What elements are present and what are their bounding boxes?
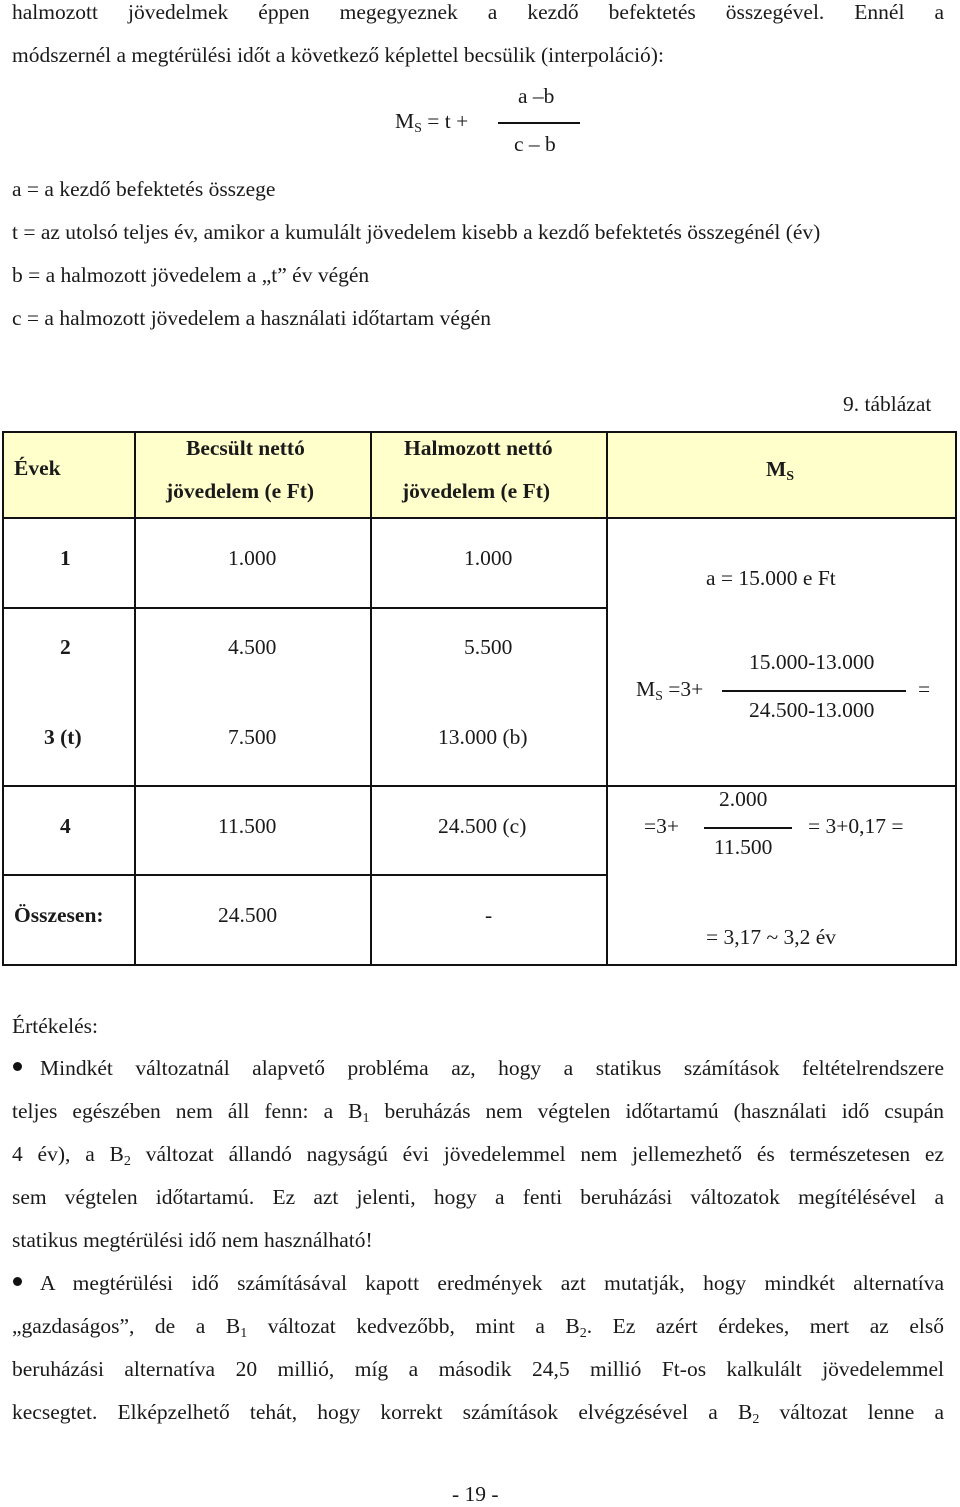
evaluation-heading: Értékelés: <box>12 1014 98 1038</box>
row3-year: 3 (t) <box>44 725 82 749</box>
row4-year: 4 <box>60 814 71 838</box>
row2-cumulative: 5.500 <box>464 635 513 659</box>
table-bottom-border <box>2 964 957 966</box>
calc-prefix2: =3+ <box>644 814 680 838</box>
bullet1-line3-a: 4 év), a B <box>12 1142 124 1166</box>
header-estimated-line2: jövedelem (e Ft) <box>166 479 315 503</box>
column-divider-3 <box>606 431 608 966</box>
table-top-border <box>2 431 957 433</box>
formula-denominator: c – b <box>514 132 556 156</box>
bullet2-line1: A megtérülési idő számításával kapott eredmények azt mutatják, hogy mindkét alternatíva <box>40 1271 944 1295</box>
header-ms <box>766 457 794 485</box>
bullet2-line3: beruházási alternatíva 20 millió, míg a második 24,5 millió Ft-os kalkulált jövedelemmel <box>12 1357 944 1381</box>
bullet1-line3 <box>12 1142 944 1170</box>
formula-lhs <box>395 109 468 137</box>
bullet1-line1: Mindkét változatnál alapvető probléma az, hogy a statikus számítások feltételrendszere <box>40 1056 944 1080</box>
row-divider-3 <box>2 874 607 876</box>
calc-frac2-line <box>704 827 792 829</box>
calc-ms-main: M <box>636 677 656 701</box>
row1-year: 1 <box>60 546 71 570</box>
bullet2-line2-sub1: 1 <box>240 1326 248 1341</box>
header-cumulative-line1: Halmozott nettó <box>404 436 553 460</box>
row3-estimated: 7.500 <box>228 725 277 749</box>
row3-cumulative: 13.000 (b) <box>438 725 528 749</box>
row4-cumulative: 24.500 (c) <box>438 814 527 838</box>
intro-line-2: módszernél a megtérülési időt a következő képlettel becsülik (interpoláció): <box>12 43 664 67</box>
bullet2-line4-a: kecsegtet. Elképzelhető tehát, hogy korrekt számítások elvégzésével a B <box>12 1400 753 1424</box>
table-header-bottom-border <box>2 517 957 519</box>
total-estimated: 24.500 <box>218 903 278 927</box>
page-number: - 19 - <box>452 1482 499 1506</box>
definition-c: c = a halmozott jövedelem a használati időtartam végén <box>12 306 491 330</box>
bullet2-line2-sub2: 2 <box>579 1326 587 1341</box>
header-years: Évek <box>14 456 61 480</box>
calc-eq2: = 3+0,17 = <box>808 814 904 838</box>
calc-frac2-denominator: 11.500 <box>714 835 773 859</box>
row4-estimated: 11.500 <box>218 814 277 838</box>
table-left-border <box>2 431 4 966</box>
header-ms-sub: S <box>786 469 795 484</box>
bullet1-line2-a: teljes egészében nem áll fenn: a B <box>12 1099 363 1123</box>
total-cumulative: - <box>485 903 493 927</box>
definition-a: a = a kezdő befektetés összege <box>12 177 276 201</box>
formula-m: M <box>395 109 415 133</box>
bullet1-line2 <box>12 1099 944 1127</box>
bullet2-line2 <box>12 1314 944 1342</box>
calc-frac1-numerator: 15.000-13.000 <box>749 650 875 674</box>
header-cumulative-line2: jövedelem (e Ft) <box>402 479 551 503</box>
definition-t: t = az utolsó teljes év, amikor a kumulált jövedelem kisebb a kezdő befektetés összegénél (év) <box>12 220 821 244</box>
definition-b: b = a halmozott jövedelem a „t” év végén <box>12 263 370 287</box>
header-ms-main: M <box>766 457 787 481</box>
bullet2-line4-b: változat lenne a <box>759 1400 944 1424</box>
calc-eq1: = <box>918 677 931 701</box>
calc-a-value: a = 15.000 e Ft <box>706 566 836 590</box>
formula-rest: = t + <box>421 109 469 133</box>
table-right-border <box>955 431 957 966</box>
table-caption: 9. táblázat <box>843 392 932 416</box>
bullet1-line3-b: változat állandó nagyságú évi jövedelemmel nem jellemezhető és természetesen ez <box>130 1142 945 1166</box>
calc-frac2-numerator: 2.000 <box>719 787 768 811</box>
total-label: Összesen: <box>14 903 104 927</box>
calc-result: = 3,17 ~ 3,2 év <box>706 925 837 949</box>
bullet-dot-2 <box>13 1277 22 1286</box>
calc-ms-sub: S <box>655 689 663 704</box>
formula-fraction-line <box>498 122 580 124</box>
calc-frac1-denominator: 24.500-13.000 <box>749 698 875 722</box>
bullet2-line4 <box>12 1400 944 1428</box>
bullet2-line2-c: . Ez azért érdekes, mert az első <box>586 1314 944 1338</box>
bullet1-line2-sub: 1 <box>362 1111 370 1126</box>
bullet1-line3-sub: 2 <box>123 1154 131 1169</box>
formula-numerator: a –b <box>518 84 555 108</box>
calc-ms <box>636 677 703 705</box>
column-divider-2 <box>370 431 372 966</box>
row2-year: 2 <box>60 635 71 659</box>
bullet-dot-1 <box>13 1062 22 1071</box>
bullet1-line4: sem végtelen időtartamú. Ez azt jelenti, hogy a fenti beruházási változatok megítélésével a <box>12 1185 944 1209</box>
calc-ms-prefix: =3+ <box>662 677 704 701</box>
bullet2-line4-sub: 2 <box>752 1412 760 1427</box>
row2-estimated: 4.500 <box>228 635 277 659</box>
row1-cumulative: 1.000 <box>464 546 513 570</box>
intro-line-1: halmozott jövedelmek éppen megegyeznek a kezdő befektetés összegével. Ennél a <box>12 0 944 24</box>
bullet1-line5: statikus megtérülési idő nem használható! <box>12 1228 373 1252</box>
bullet2-line2-a: „gazdaságos”, de a B <box>12 1314 241 1338</box>
bullet2-line2-b: változat kedvezőbb, mint a B <box>247 1314 580 1338</box>
header-estimated-line1: Becsült nettó <box>186 436 305 460</box>
formula-sub: S <box>414 121 422 136</box>
row-divider-1 <box>2 607 607 609</box>
row1-estimated: 1.000 <box>228 546 277 570</box>
bullet1-line2-b: beruházás nem végtelen időtartamú (használati idő csupán <box>369 1099 944 1123</box>
calc-frac1-line <box>722 690 906 692</box>
column-divider-1 <box>134 431 136 966</box>
row-divider-2 <box>2 785 957 787</box>
